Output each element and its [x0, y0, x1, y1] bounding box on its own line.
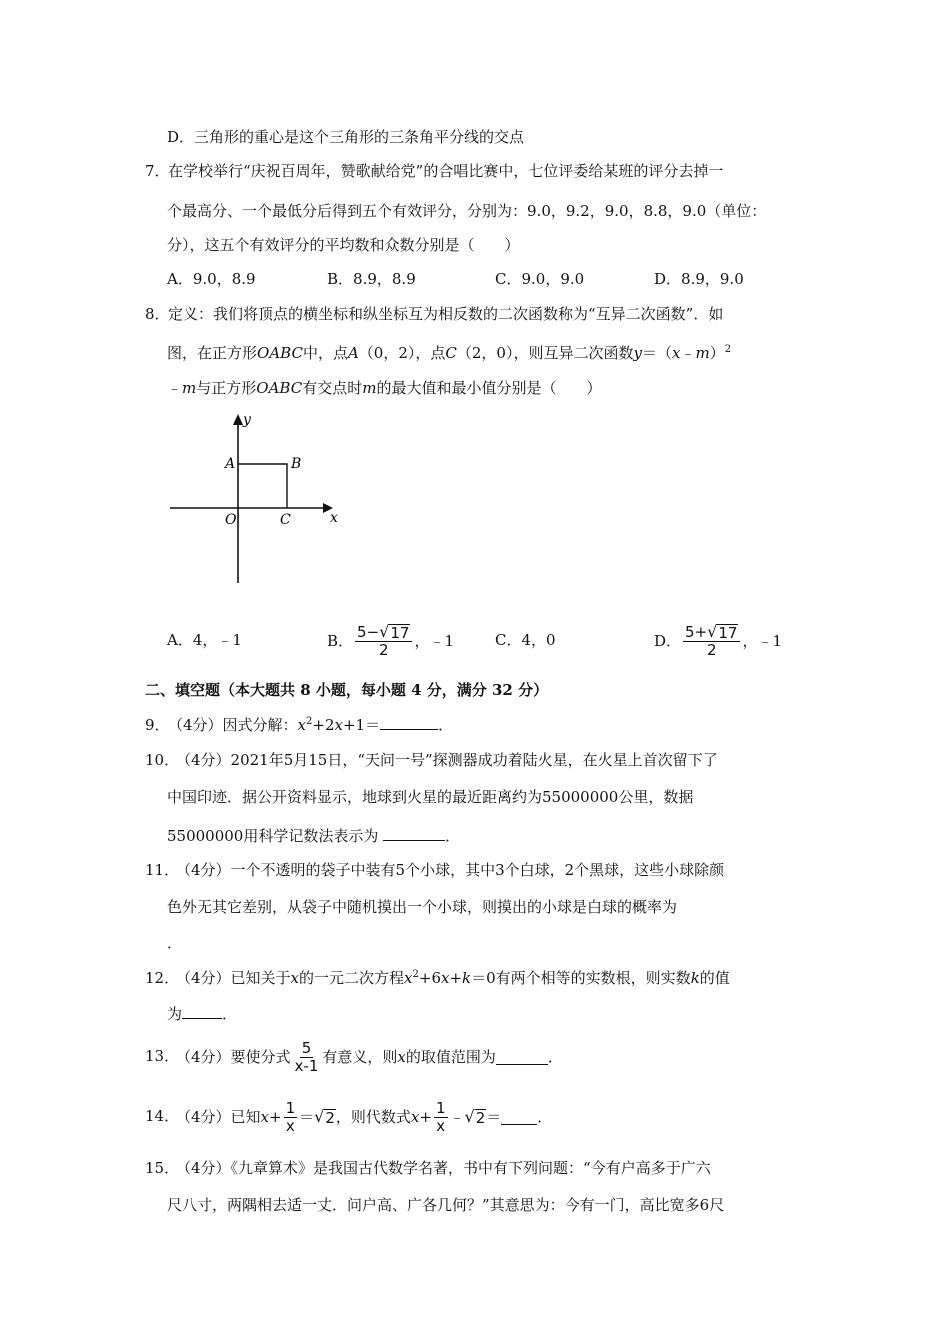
- q8-text: ﹣: [680, 344, 696, 362]
- q15-line-2: 尺八寸，两隅相去适一丈．问户高、广各几何？”其意思为：今有一门，高比宽多6尺: [167, 1196, 725, 1214]
- q9-text-part: （4分）因式分解：: [168, 716, 298, 734]
- q8-text: ＝（: [641, 344, 672, 362]
- q14-text-part: +: [269, 1108, 282, 1126]
- q12-line-2: [167, 1004, 237, 1024]
- q12-number: 12．: [145, 969, 180, 987]
- q8-point-c: C: [445, 344, 457, 362]
- q10-answer-blank[interactable]: [383, 826, 445, 841]
- q8-option-c: C．4，0: [495, 631, 556, 649]
- square-oabc: [238, 464, 287, 508]
- q8-coordinate-figure: [165, 408, 345, 590]
- fraction-numerator: 5: [301, 1038, 312, 1057]
- q15-line-1: （4分）《九章算术》是我国古代数学名著，书中有下列问题：“今有户高多于广六: [176, 1159, 711, 1177]
- label-a: A: [225, 456, 236, 472]
- q8-text: （2，0），则互异二次函数: [456, 344, 634, 362]
- q9-text-part: +1＝: [342, 716, 381, 734]
- q8-var-m: m: [182, 379, 197, 397]
- q12-var-x: x: [290, 969, 300, 987]
- q7-number: 7．: [145, 162, 170, 180]
- q12-text-part: ．: [222, 1005, 238, 1023]
- q10-line-1: （4分）2021年5月15日，“天问一号”探测器成功着陆火星，在火星上首次留下了: [176, 751, 718, 769]
- q8-text: 有交点时: [302, 379, 363, 397]
- q14-answer-blank[interactable]: [501, 1110, 537, 1125]
- q8-text: ﹣: [167, 379, 183, 397]
- q8-line-1: 定义：我们将顶点的横坐标和纵坐标互为相反数的二次函数称为“互异二次函数”．如: [168, 305, 724, 323]
- q7-line-3: 分），这五个有效评分的平均数和众数分别是（ ）: [167, 236, 520, 254]
- q14-text-part: ﹣: [449, 1108, 465, 1126]
- q9-text-part: +2: [312, 716, 335, 734]
- q6-option-d: D．三角形的重心是这个三角形的三条角平分线的交点: [167, 128, 525, 146]
- q13-text-part: ．: [547, 1048, 563, 1066]
- q8-text: ）: [709, 344, 725, 362]
- q8-line-2: [167, 343, 731, 363]
- label-c: C: [280, 512, 291, 528]
- q9-answer-blank[interactable]: [380, 715, 438, 730]
- q12-text-part: 为: [167, 1005, 183, 1023]
- q7-line-2: 个最高分、一个最低分后得到五个有效评分，分别为：9.0，9.2，9.0，8.8，9.0（单位：: [167, 202, 767, 220]
- q14-text-part: ＝: [299, 1108, 315, 1126]
- sqrt: [465, 1108, 487, 1126]
- sqrt: [707, 623, 738, 641]
- q14-text-part: （4分）已知: [176, 1108, 261, 1126]
- q7-option-b: B．8.9，8.9: [327, 270, 416, 288]
- fraction-numerator: [355, 623, 412, 642]
- radical-sign-icon: √: [379, 622, 390, 641]
- q11-line-2: 色外无其它差别，从袋子中随机摸出一个小球，则摸出的小球是白球的概率为: [167, 898, 678, 916]
- q11-number: 11．: [145, 861, 180, 879]
- q13-text-part: 有意义，则: [322, 1048, 398, 1066]
- q11-line-3: ．: [167, 934, 183, 952]
- q7-options: [167, 269, 807, 289]
- section-2-heading: 二、填空题（本大题共 8 小题，每小题 4 分，满分 32 分）: [145, 681, 549, 699]
- q10-text-part: 55000000用科学记数法表示为: [167, 827, 379, 845]
- q10-line-3: [167, 826, 460, 846]
- numerator-text: 5+: [685, 623, 708, 641]
- q12-text-part: ＝0有两个相等的实数根，则实数: [471, 969, 691, 987]
- option-tail: ，﹣1: [414, 632, 454, 650]
- q9-exponent: 2: [306, 716, 313, 727]
- label-y: y: [243, 412, 251, 428]
- q9-text: [168, 715, 453, 735]
- sqrt: [379, 623, 410, 641]
- q10-text-part: ．: [445, 827, 461, 845]
- q13-text: [176, 1036, 563, 1078]
- q14-text: [176, 1096, 552, 1138]
- q12-var-x: x: [404, 969, 413, 987]
- radicand: 17: [718, 624, 738, 642]
- q9-var-x: x: [297, 716, 307, 734]
- q8-option-b: [327, 620, 454, 662]
- fraction-numerator: 1: [435, 1098, 446, 1117]
- radicand: 17: [390, 624, 410, 642]
- option-label: D．: [654, 632, 682, 650]
- option-label: B．: [327, 632, 354, 650]
- q10-number: 10．: [145, 751, 180, 769]
- q14-fraction-2: [434, 1100, 448, 1135]
- q13-fraction: [293, 1040, 321, 1075]
- fraction-numerator: [683, 623, 740, 642]
- q8-text: （0，2），点: [358, 344, 446, 362]
- q8-text: 中，点: [302, 344, 348, 362]
- q8-exponent: 2: [724, 344, 732, 355]
- fraction-denominator: x-1: [294, 1056, 319, 1075]
- q8-text: 图，在正方形: [167, 344, 258, 362]
- sqrt: [314, 1108, 336, 1126]
- radical-sign-icon: √: [707, 622, 718, 641]
- q15-number: 15．: [145, 1159, 180, 1177]
- q14-var-x: x: [260, 1108, 270, 1126]
- fraction-denominator: 2: [706, 641, 717, 659]
- q13-text-part: （4分）要使分式: [176, 1048, 291, 1066]
- q7-option-a: A．9.0，8.9: [167, 270, 256, 288]
- q12-line-1: [176, 968, 730, 988]
- q12-text-part: +: [449, 969, 463, 987]
- radicand: 2: [475, 1109, 486, 1127]
- q7-option-c: C．9.0，9.0: [495, 270, 585, 288]
- q8-number: 8．: [145, 305, 170, 323]
- q14-text-part: +: [419, 1108, 432, 1126]
- q14-number: 14．: [145, 1107, 180, 1125]
- q7-option-d: D．8.9，9.0: [654, 270, 744, 288]
- q8-text: 与正方形: [196, 379, 257, 397]
- q8-option-a: A．4，﹣1: [167, 631, 242, 649]
- label-b: B: [291, 456, 302, 472]
- q8-square-name: OABC: [256, 379, 303, 397]
- radical-sign-icon: √: [464, 1107, 475, 1126]
- q8-option-b-fraction: [355, 623, 412, 659]
- q14-text-part: ．: [537, 1108, 553, 1126]
- q11-line-1: （4分）一个不透明的袋子中装有5个小球，其中3个白球，2个黑球，这些小球除颜: [176, 861, 725, 879]
- q12-exponent: 2: [412, 969, 419, 980]
- q14-var-x: x: [410, 1108, 420, 1126]
- q14-fraction: [284, 1100, 298, 1135]
- fraction-denominator: 2: [378, 641, 389, 659]
- q12-text-part: 的一元二次方程: [299, 969, 405, 987]
- q13-var-x: x: [397, 1048, 406, 1066]
- q12-answer-blank[interactable]: [182, 1004, 222, 1019]
- q8-var-y: y: [633, 344, 642, 362]
- q12-var-k: k: [462, 969, 472, 987]
- q8-text: 的最大值和最小值分别是（ ）: [376, 379, 602, 397]
- fraction-denominator: x: [436, 1116, 446, 1135]
- q10-line-2: 中国印迹．据公开资料显示，地球到火星的最近距离约为55000000公里，数据: [167, 788, 694, 806]
- q13-text-part: 的取值范围为: [405, 1048, 496, 1066]
- q8-var-m: m: [695, 344, 710, 362]
- option-tail: ，﹣1: [742, 632, 782, 650]
- numerator-text: 5−: [357, 623, 380, 641]
- label-x: x: [330, 510, 338, 526]
- q8-var-x: x: [671, 344, 681, 362]
- q12-text-part: +6: [418, 969, 441, 987]
- q12-text-part: （4分）已知关于: [176, 969, 291, 987]
- q14-text-part: ＝: [486, 1108, 502, 1126]
- q8-var-m: m: [362, 379, 377, 397]
- fraction-denominator: x: [285, 1116, 295, 1135]
- q12-var-x: x: [441, 969, 450, 987]
- y-axis-arrow-icon: [233, 414, 243, 425]
- fraction-numerator: 1: [285, 1098, 296, 1117]
- q9-var-x: x: [334, 716, 343, 734]
- q8-point-a: A: [347, 344, 359, 362]
- q8-square-name: OABC: [257, 344, 303, 362]
- q7-line-1: 在学校举行“庆祝百周年，赞歌献给党”的合唱比赛中，七位评委给某班的评分去掉一: [168, 162, 724, 180]
- radicand: 2: [325, 1109, 335, 1127]
- q9-number: 9．: [145, 716, 170, 734]
- q8-option-d-fraction: [683, 623, 740, 659]
- radical-sign-icon: √: [314, 1107, 325, 1126]
- q12-var-k: k: [690, 969, 700, 987]
- q14-text-part: ，则代数式: [335, 1108, 411, 1126]
- q13-number: 13．: [145, 1047, 180, 1065]
- label-o: O: [225, 512, 237, 528]
- q12-text-part: 的值: [699, 969, 730, 987]
- q8-option-d: [654, 620, 782, 662]
- q13-answer-blank[interactable]: [496, 1050, 548, 1065]
- q9-text-part: ．: [438, 716, 454, 734]
- q8-line-3: [167, 378, 601, 398]
